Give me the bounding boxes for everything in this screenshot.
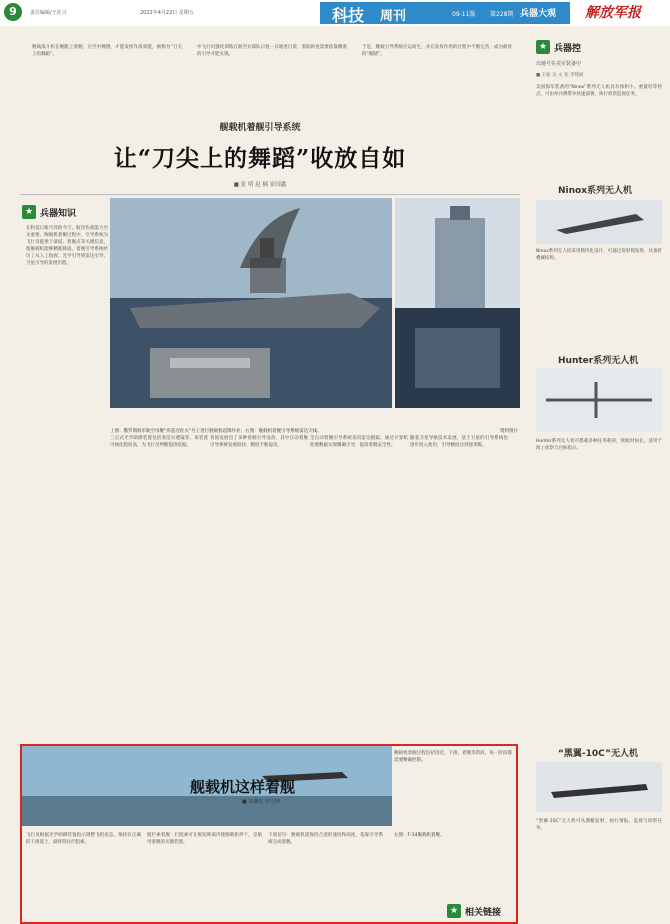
intro-col-3: 于是，舰载引导系统应运而生，并在发挥作用的过程中不断完善，成为航母的“眼睛”。	[362, 45, 512, 57]
brand-main: 科技	[332, 6, 365, 25]
landing-col-1: 飞行员根据光学助降装置指示调整飞机姿态，保持在正确的下滑道上，最终钩住拦阻索。	[26, 833, 141, 845]
editor-credit: 责任编辑/王社兴	[30, 10, 67, 16]
photo-caption: 上图：俄罗斯海军航空母舰“库兹涅佐夫”号上进行舰载机起降作业；右图：舰载机着舰引导系统雷达天线。	[110, 429, 322, 434]
weapon-fan-byline: ■ 王振 吴 文 张 李翔斌	[536, 73, 584, 78]
page-number: 9	[4, 3, 22, 21]
landing-col-2: 阻拦索着舰：拦阻索可在极短距离内使舰载机停下，是航母着舰的关键装置。	[147, 833, 262, 845]
star-icon: ★	[22, 205, 36, 219]
body-col-4: 随着卫星导航技术发展，基于卫星的引导系统也逐步投入使用，引导精度达到厘米级。	[410, 436, 508, 448]
article-headline: 让“刀尖上的舞蹈”收放自如	[113, 145, 407, 172]
knowledge-label: 兵器知识	[40, 208, 77, 219]
intro-block	[32, 44, 522, 106]
carrier-photo	[110, 198, 392, 408]
article-byline: ■ 张 明 赵 楠 崔国鑫	[233, 182, 287, 188]
intro-col-1: 舰载战斗机在舰艇上着舰，在空中翱翔，才能发挥作战效能，被称为“刀尖上的舞蹈”。	[32, 45, 182, 57]
body-col-1: 三点式光学助降装置包括菲涅尔透镜等，该装置可视化程度高，为飞行员判断提供依据。	[110, 436, 208, 448]
body-col-2: 各国发展出了多种着舰引导设备，其中自动着舰引导系统发展较快，精度不断提高。	[210, 436, 308, 448]
blackwing-photo	[536, 762, 662, 812]
weapon-fan-label: 兵器控	[554, 43, 582, 54]
knowledge-section-header	[22, 205, 76, 219]
related-link-header	[447, 904, 501, 918]
divider	[20, 194, 520, 195]
weapon-fan-header	[536, 40, 581, 54]
newspaper-logo: 解放军报	[585, 5, 641, 21]
photo-credit: 资料图片	[500, 429, 518, 434]
landing-side-text: 舰载机着舰过程包括进近、下滑、着舰等阶段，每一阶段都需要精确控制。	[394, 751, 512, 763]
ninox-text: Ninox系列无人机采用模块化设计，可通过发射筒发射，具备折叠翼结构。	[536, 249, 662, 261]
weapon-fan-text: 美国海军装备的“Ninox”系列无人机具有体积小、重量轻等特点，可由单兵携带并快速部署，执行侦察监视任务。	[536, 85, 662, 97]
landing-title: 舰载机这样着舰	[190, 778, 296, 796]
landing-col-3: 下滑信号：舰载机需保持合适的速度和高度，依靠引导系统完成着舰。	[268, 833, 383, 845]
related-link-label: 相关链接	[465, 907, 502, 918]
star-icon: ★	[536, 40, 550, 54]
landing-feature	[20, 744, 518, 924]
blackwing-text: “黑翼-10C”无人机可从潜艇发射，执行情报、监视与侦察任务。	[536, 819, 662, 831]
blackwing-title: “黑翼-10C”无人机	[558, 749, 639, 759]
landing-note: 左图：F-14舰载机着舰。	[394, 833, 445, 838]
landing-photo	[22, 746, 392, 826]
landing-byline: ■ 许渊杰 李守坤	[242, 799, 280, 805]
section-name: 兵器大观	[520, 9, 557, 19]
body-col-3: 全自动着舰引导系统采用雷达跟踪，通过计算机处理数据实现精确引导，提高着舰安全性。	[310, 436, 408, 448]
issue-date: 2022年4月22日 星期五	[140, 10, 194, 16]
hunter-title: Hunter系列无人机	[558, 356, 639, 366]
page-header	[0, 0, 670, 26]
hunter-text: Hunter系列无人机可搭载多种任务载荷，续航时间长，适用于海上侦察与目标指示。	[536, 439, 662, 451]
star-icon: ★	[447, 904, 461, 918]
issue-number: 第228期	[490, 11, 514, 18]
article-kicker: 舰载机着舰引导系统	[219, 123, 301, 133]
ninox-photo	[536, 200, 662, 244]
section-brand	[320, 2, 570, 24]
issue-range: 09-11版	[452, 11, 476, 18]
weapon-fan-sub: 出地号在美军装备中	[536, 61, 582, 67]
brand-sub: 周刊	[380, 9, 407, 24]
knowledge-text: 在科技日新月异的今天，航母作战能力至关重要。舰载机着舰过程中，引导系统为飞行员提供下滑道、着舰点等关键信息，使舰载机能够精准降落。着舰引导系统经历了从人工指挥、光学引导到雷达引导、卫星引导的发展历程。	[26, 226, 108, 266]
intro-col-2: 中飞行员强化训练在航空兵部队日复一日地进行着，着陆时也需要依靠精准的引导才能实现。	[197, 45, 347, 57]
ninox-title: Ninox系列无人机	[558, 186, 633, 196]
radar-photo	[395, 198, 520, 408]
hunter-photo	[536, 368, 662, 432]
